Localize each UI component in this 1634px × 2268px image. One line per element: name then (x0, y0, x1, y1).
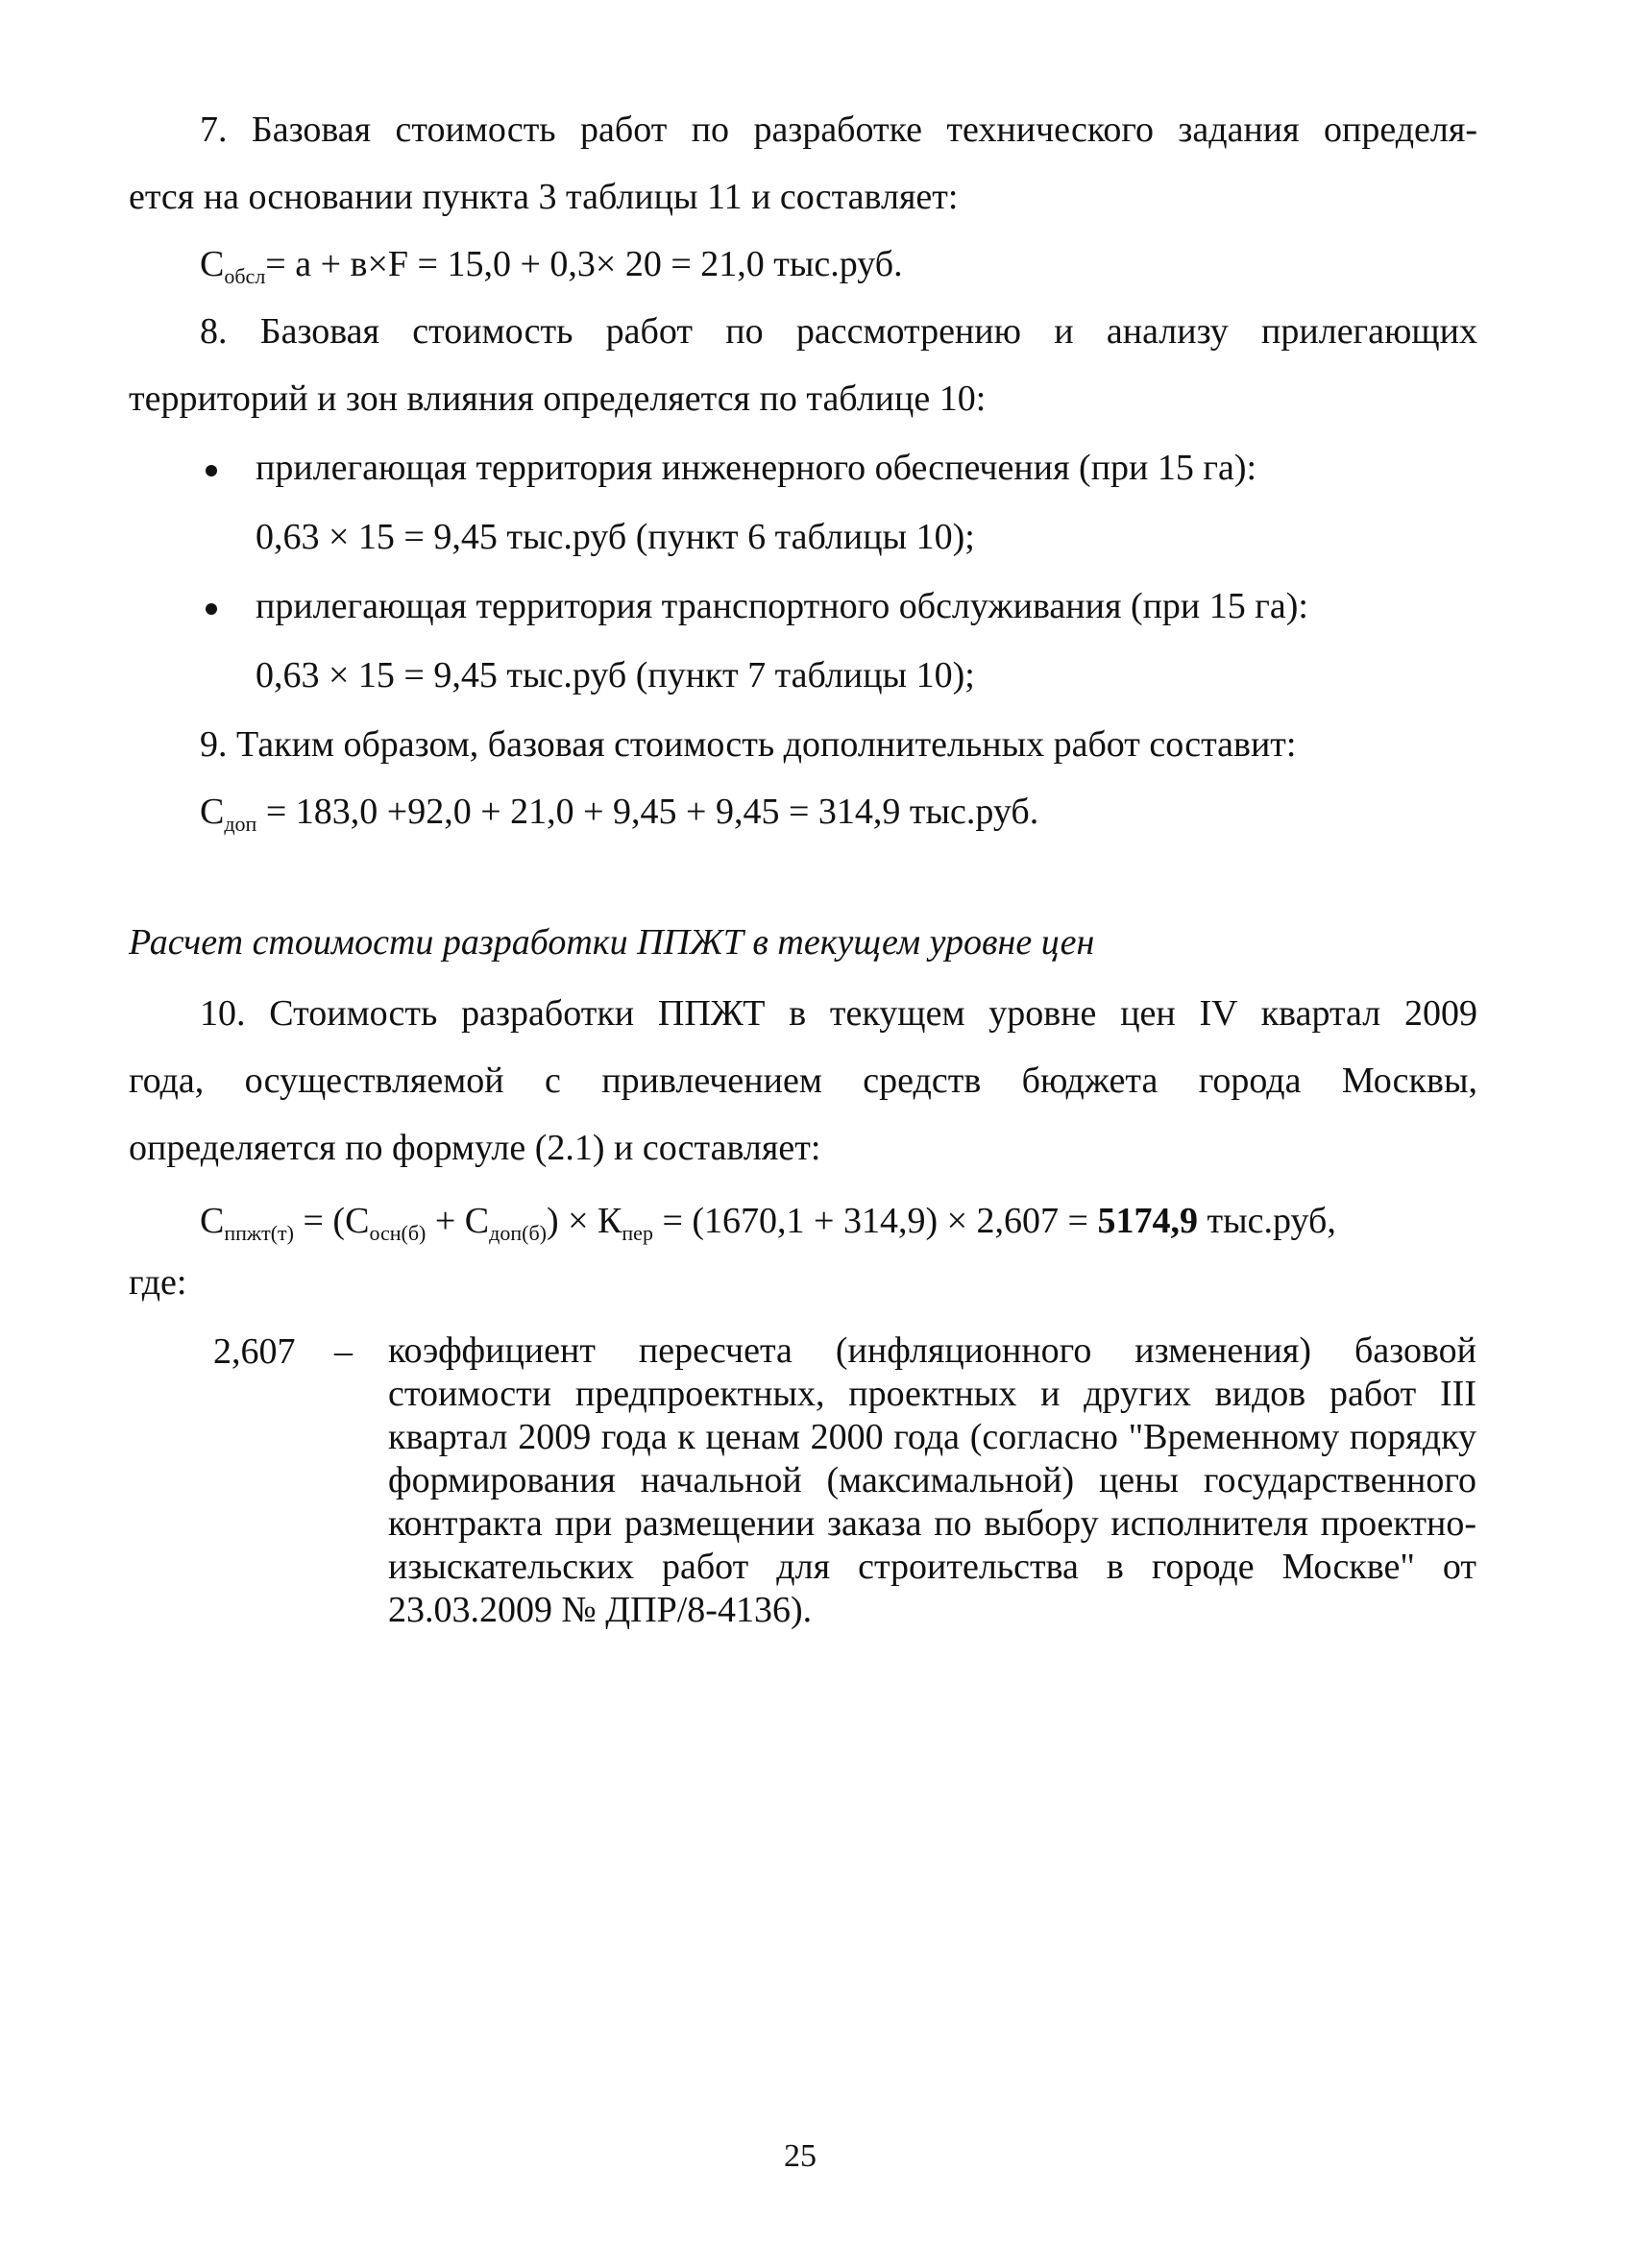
formula-result: 5174,9 (1097, 1201, 1198, 1241)
bullet1-calc: 0,63 × 15 = 9,45 тыс.руб (пункт 6 таблицы 10); (256, 517, 975, 557)
item7-line2: ется на основании пункта 3 таблицы 11 и составляет: (129, 177, 959, 217)
item8-line2: территорий и зон влияния определяется по таблице 10: (129, 378, 987, 419)
item10-formula: $С_{ппжт(т)} = (С_{осн(б)} + С_{доп(б)}) \times К_{пер} = (1670,1 + 314,9) \times 2,607 = 5174,9$ тыс.руб, (200, 1201, 1336, 1245)
item10-line3: определяется по формуле (2.1) и составляет: (129, 1128, 821, 1168)
item10-line2: года, осуществляемой с привлечением средств бюджета города Москвы, (129, 1061, 1477, 1101)
bullet-icon (206, 603, 217, 615)
section-heading: Расчет стоимости разработки ППЖТ в текущем уровне цен (129, 922, 1095, 963)
where-label: где: (129, 1262, 187, 1303)
item7-line1: 7. Базовая стоимость работ по разработке технического задания определя- (200, 110, 1477, 150)
item8-line1: 8. Базовая стоимость работ по рассмотрению и анализу прилегающих (200, 311, 1477, 352)
bullet2-calc: 0,63 × 15 = 9,45 тыс.руб (пункт 7 таблицы 10); (256, 655, 975, 695)
item7-formula: $С_{обсл}= а + в\times F = 15,0 + 0,3\times 20 = 21,0$ тыс.руб. (200, 244, 903, 288)
bullet1-text: прилегающая территория инженерного обеспечения (при 15 га): (256, 448, 1257, 488)
note-dash: – (334, 1331, 353, 1372)
item9-line1: 9. Таким образом, базовая стоимость дополнительных работ составит: (200, 724, 1297, 765)
bullet2-text: прилегающая территория транспортного обслуживания (при 15 га): (256, 586, 1308, 626)
item10-line1: 10. Стоимость разработки ППЖТ в текущем уровне цен IV квартал 2009 (200, 993, 1477, 1034)
item9-formula: $С_{доп} = 183,0 +92,0 + 21,0 + 9,45 + 9,45 = 314,9$ тыс.руб. (200, 792, 1039, 836)
bullet-icon (206, 465, 217, 476)
note-text: коэффициент пересчета (инфляционного изменения) базовой стоимости предпроектных, проектных и других видов работ III квартал 2009 года к ценам 2000 года (согласно "Временному порядку формирования начальной (максимальной) цены государственного контракта при размещении заказа по выбору исполнителя проектно-изыскательских работ для строительства в городе Москве" от 23.03.2009 № ДПР/8-4136). (388, 1330, 1476, 1630)
note-value: 2,607 (213, 1331, 296, 1372)
page-number: 25 (784, 2138, 817, 2174)
